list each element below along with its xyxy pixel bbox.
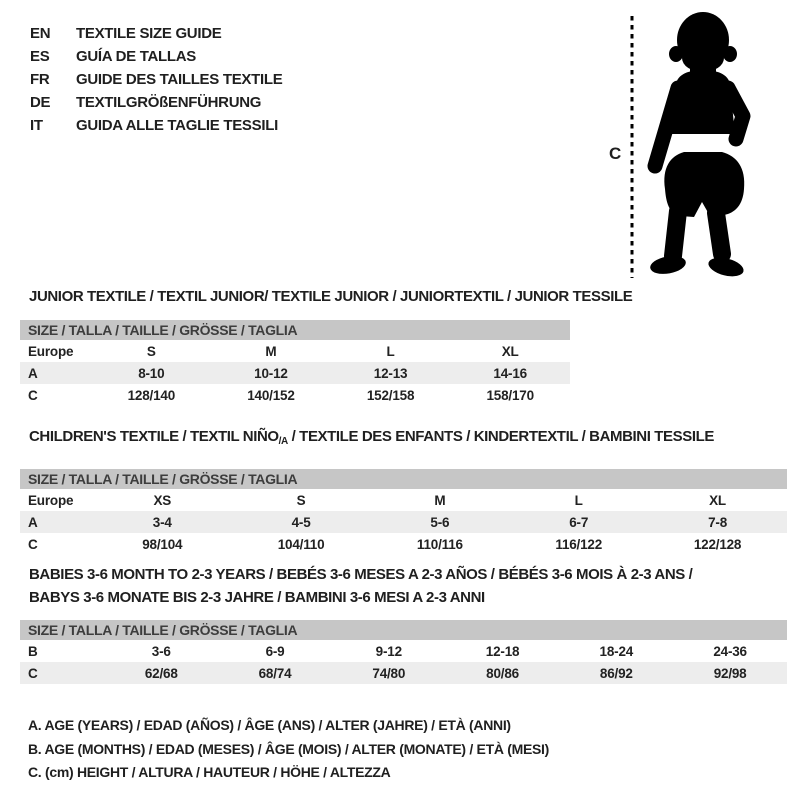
row-label: A bbox=[28, 514, 38, 530]
lang-title-es: GUÍA DE TALLAS bbox=[76, 48, 196, 65]
footnote-c: C. (cm) HEIGHT / ALTURA / HAUTEUR / HÖHE / ALTEZZA bbox=[28, 764, 391, 780]
row-label: Europe bbox=[28, 492, 74, 508]
section-junior bbox=[20, 288, 633, 406]
children-title-before: CHILDREN'S TEXTILE / TEXTIL NIÑO bbox=[29, 428, 279, 445]
size-cell: XS bbox=[153, 492, 172, 508]
babies-table-wrap bbox=[20, 620, 787, 684]
lang-row-de bbox=[30, 91, 282, 114]
row-label: Europe bbox=[28, 343, 74, 359]
size-cell: XL bbox=[709, 492, 726, 508]
size-cell: 8-10 bbox=[138, 365, 165, 381]
row-label: C bbox=[28, 536, 38, 552]
size-cell: 74/80 bbox=[372, 665, 406, 681]
junior-size-header-bar: SIZE / TALLA / TAILLE / GRÖSSE / TAGLIA bbox=[20, 320, 570, 340]
table-row bbox=[20, 533, 787, 555]
size-cell: 158/170 bbox=[486, 387, 534, 403]
size-cell: 80/86 bbox=[486, 665, 519, 681]
size-cell: 12-13 bbox=[373, 365, 408, 381]
lang-code-en: EN bbox=[30, 25, 51, 42]
lang-row-it bbox=[30, 114, 282, 137]
baby-silhouette-icon bbox=[649, 12, 746, 280]
section-children bbox=[20, 428, 787, 555]
size-cell: 122/128 bbox=[693, 536, 742, 552]
row-label: C bbox=[28, 665, 38, 681]
height-label-c: C bbox=[609, 144, 622, 163]
children-size-header-bar: SIZE / TALLA / TAILLE / GRÖSSE / TAGLIA bbox=[20, 469, 787, 489]
size-cell: L bbox=[574, 492, 583, 508]
size-cell: S bbox=[296, 492, 306, 508]
children-section-title bbox=[20, 428, 787, 451]
size-cell: 9-12 bbox=[375, 643, 402, 659]
size-cell: 152/158 bbox=[366, 387, 415, 403]
footnote-b: B. AGE (MONTHS) / EDAD (MESES) / ÂGE (MOIS) / ALTER (MONATE) / ETÀ (MESI) bbox=[28, 740, 549, 757]
size-cell: 62/68 bbox=[144, 665, 178, 681]
size-cell: L bbox=[386, 343, 395, 359]
size-cell: 68/74 bbox=[258, 665, 292, 681]
size-cell: 86/92 bbox=[599, 665, 633, 681]
size-cell: M bbox=[265, 343, 277, 359]
size-cell: 12-18 bbox=[485, 643, 520, 659]
babies-section-title-line2: BABYS 3-6 MONATE BIS 2-3 JAHRE / BAMBINI 3-6 MESI A 2-3 ANNI bbox=[29, 589, 485, 606]
footnote-a: A. AGE (YEARS) / EDAD (AÑOS) / ÂGE (ANS) / ALTER (JAHRE) / ETÀ (ANNI) bbox=[28, 717, 511, 733]
lang-code-es: ES bbox=[30, 48, 50, 65]
lang-title-fr: GUIDE DES TAILLES TEXTILE bbox=[76, 71, 283, 88]
size-cell: XL bbox=[501, 343, 519, 359]
children-title-sub: /A bbox=[278, 436, 288, 447]
junior-size-table bbox=[20, 340, 570, 406]
table-row bbox=[20, 489, 787, 511]
table-row bbox=[20, 640, 787, 662]
language-title-list bbox=[30, 22, 282, 137]
lang-row-fr bbox=[30, 68, 282, 91]
size-cell: 6-9 bbox=[265, 643, 285, 659]
babies-size-header-bar: SIZE / TALLA / TAILLE / GRÖSSE / TAGLIA bbox=[20, 620, 787, 640]
size-cell: 24-36 bbox=[713, 643, 747, 659]
size-cell: 6-7 bbox=[569, 514, 589, 530]
size-cell: 18-24 bbox=[599, 643, 634, 659]
lang-code-fr: FR bbox=[30, 71, 50, 88]
table-row bbox=[20, 662, 787, 684]
size-cell: 110/116 bbox=[416, 536, 463, 552]
size-cell: 5-6 bbox=[430, 514, 450, 530]
babies-size-table bbox=[20, 640, 787, 684]
row-label: C bbox=[28, 387, 38, 403]
table-row bbox=[20, 340, 570, 362]
lang-code-it: IT bbox=[30, 117, 43, 134]
table-row bbox=[20, 362, 570, 384]
size-cell: 104/110 bbox=[277, 536, 325, 552]
lang-title-de: TEXTILGRÖßENFÜHRUNG bbox=[76, 94, 262, 111]
size-cell: 14-16 bbox=[493, 365, 527, 381]
junior-table-wrap bbox=[20, 320, 570, 406]
size-cell: 7-8 bbox=[708, 514, 728, 530]
lang-title-it: GUIDA ALLE TAGLIE TESSILI bbox=[76, 117, 278, 134]
size-cell: 128/140 bbox=[127, 387, 176, 403]
size-cell: S bbox=[146, 343, 156, 359]
size-cell: 98/104 bbox=[142, 536, 183, 552]
babies-section-title-line1: BABIES 3-6 MONTH TO 2-3 YEARS / BEBÉS 3-6 MESES A 2-3 AÑOS / BÉBÉS 3-6 MOIS À 2-3 ANS / bbox=[29, 566, 693, 583]
row-label: B bbox=[28, 643, 38, 659]
section-babies bbox=[20, 563, 787, 684]
table-row bbox=[20, 511, 787, 533]
lang-row-en bbox=[30, 22, 282, 45]
row-label: A bbox=[28, 365, 38, 381]
size-cell: 4-5 bbox=[291, 514, 311, 530]
children-table-wrap bbox=[20, 469, 787, 555]
lang-title-en: TEXTILE SIZE GUIDE bbox=[76, 25, 222, 42]
height-measure-figure bbox=[598, 6, 782, 284]
children-size-table bbox=[20, 489, 787, 555]
size-cell: 3-6 bbox=[151, 643, 171, 659]
size-cell: 10-12 bbox=[254, 365, 288, 381]
lang-row-es bbox=[30, 45, 282, 68]
footnote-legend bbox=[28, 714, 549, 785]
size-cell: 92/98 bbox=[713, 665, 747, 681]
size-cell: 116/122 bbox=[555, 536, 603, 552]
children-title-after: / TEXTILE DES ENFANTS / KINDERTEXTIL / BAMBINI TESSILE bbox=[287, 428, 714, 445]
size-cell: M bbox=[434, 492, 446, 508]
size-cell: 140/152 bbox=[247, 387, 295, 403]
junior-section-title: JUNIOR TEXTILE / TEXTIL JUNIOR/ TEXTILE JUNIOR / JUNIORTEXTIL / JUNIOR TESSILE bbox=[29, 288, 633, 305]
lang-code-de: DE bbox=[30, 94, 51, 111]
table-row bbox=[20, 384, 570, 406]
size-cell: 3-4 bbox=[152, 514, 172, 530]
